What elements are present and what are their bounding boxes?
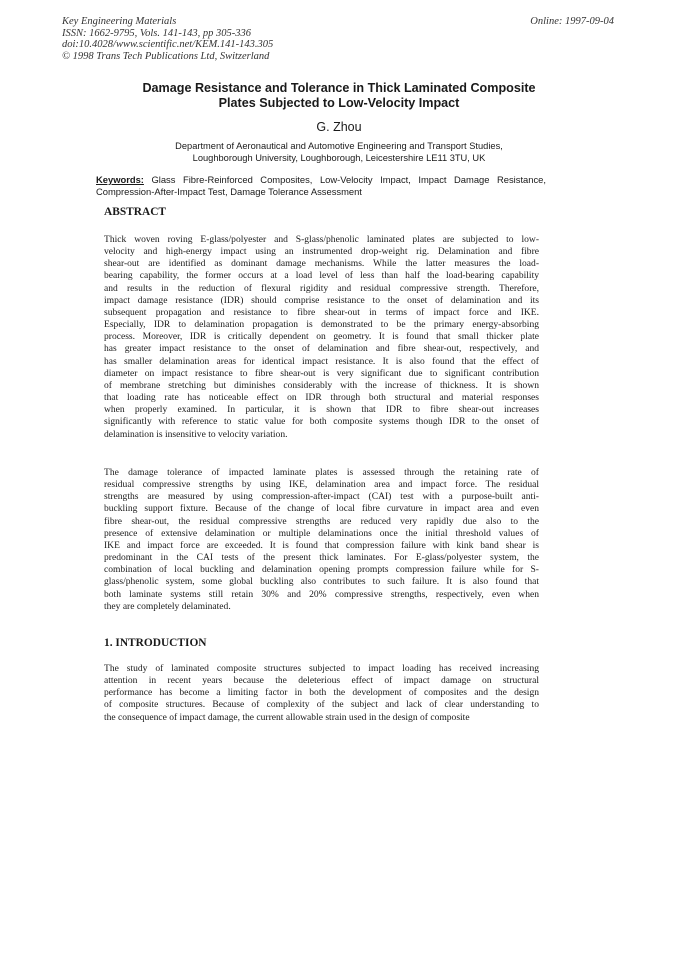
text-line: Thick woven roving E-glass/polyester and S-glass/phenolic laminated plates are subjected to low- bbox=[104, 234, 539, 245]
online-date: Online: 1997-09-04 bbox=[530, 16, 614, 27]
text-line: attention in recent years because the deleterious effect of impact damage on structural bbox=[104, 675, 539, 687]
text-line: combination of local buckling and delamination opening prompts compression failure while for S- bbox=[104, 564, 539, 576]
text-line: and results in the reduction of flexural rigidity and residual compressive strength. Therefore, bbox=[104, 282, 539, 294]
text-line: buckling support fixture. Because of the change of local fibre curvature in impact area and even bbox=[104, 503, 539, 515]
introduction-paragraph-1 bbox=[104, 663, 539, 724]
text-line: delamination is insensitive to velocity variation. bbox=[104, 428, 288, 440]
text-line: they are completely delaminated. bbox=[104, 600, 231, 612]
affiliation-line-2: Loughborough University, Loughborough, Leicestershire LE11 3TU, UK bbox=[192, 153, 486, 163]
text-line: when properly examined. In particular, it is shown that IDR to fibre shear-out increases bbox=[104, 404, 539, 416]
abstract-heading: ABSTRACT bbox=[104, 206, 167, 218]
author-affiliation bbox=[60, 140, 618, 164]
title-line-1: Damage Resistance and Tolerance in Thick Laminated Composite bbox=[142, 81, 536, 95]
abstract-paragraph-2 bbox=[104, 467, 539, 613]
text-line: residual compressive strengths by using IKE, delamination area and impact force. The residual bbox=[104, 479, 539, 491]
text-line: fibre shear-out, the residual compressive strengths are reduced very rapidly due also to the bbox=[104, 515, 539, 527]
keywords-text: Glass Fibre-Reinforced Composites, Low-Velocity Impact, Impact Damage Resistance, Compression-After-Impact Test, Damage Tolerance Assessment bbox=[96, 174, 546, 197]
text-line: the consequence of impact damage, the current allowable strain used in the design of composite bbox=[104, 711, 470, 723]
text-line: of composite structures. Because of complexity of the subject and lack of clear understanding to bbox=[104, 699, 539, 711]
text-line: performance has become a limiting factor in both the development of composites and the design bbox=[104, 687, 539, 699]
text-line: presence of extensive delamination or multiple delaminations once the initial threshold values of bbox=[104, 527, 539, 539]
text-line: strengths are measured by using compression-after-impact (CAI) test with a purpose-built anti- bbox=[104, 491, 539, 503]
text-line: diameter on impact resistance to fibre shear-out is very significant due to significant contribution bbox=[104, 367, 539, 379]
text-line: Especially, IDR to delamination propagation is demonstrated to be the primary energy-absorbing bbox=[104, 319, 539, 331]
text-line: IKE and impact force are exceeded. It is found that compression failure with kink band shear is bbox=[104, 539, 539, 551]
text-line: has greater impact resistance to the onset of delamination and fibre shear-out, respectively, and bbox=[104, 343, 539, 355]
text-line: that loading rate has noticeable effect on IDR through both structural and material responses bbox=[104, 392, 539, 404]
journal-header bbox=[62, 16, 273, 62]
doi-line: doi:10.4028/www.scientific.net/KEM.141-143.305 bbox=[62, 39, 274, 51]
paper-title bbox=[60, 81, 618, 111]
text-line: of membrane stretching but diminishes considerably with the increase of thickness. It is shown bbox=[104, 379, 539, 391]
text-line: predominant in the CAI tests of the present thick laminates. For E-glass/polyester system, the bbox=[104, 552, 539, 564]
text-line: velocity and high-energy impact using an instrumented drop-weight rig. Delamination and fibre bbox=[104, 246, 539, 258]
issn-line: ISSN: 1662-9795, Vols. 141-143, pp 305-336 bbox=[62, 27, 251, 39]
journal-name: Key Engineering Materials bbox=[62, 16, 177, 27]
affiliation-line-1: Department of Aeronautical and Automotive Engineering and Transport Studies, bbox=[175, 141, 503, 151]
title-line-2: Plates Subjected to Low-Velocity Impact bbox=[218, 96, 460, 110]
copyright-line: © 1998 Trans Tech Publications Ltd, Switzerland bbox=[62, 50, 270, 62]
text-line: bearing capability, the former occurs at a load level of less than half the load-bearing capability bbox=[104, 270, 539, 282]
text-line: significantly with reference to static value for both composite systems though IDR to the onset of bbox=[104, 416, 539, 428]
text-line: both laminate systems still retain 30% and 20% compressive strengths, respectively, even when bbox=[104, 588, 539, 600]
keywords-label: Keywords: bbox=[96, 174, 144, 185]
keywords-block bbox=[96, 174, 546, 197]
text-line: has smaller delamination areas for identical impact resistance. It is also found that the effect of bbox=[104, 355, 539, 367]
introduction-heading: 1. INTRODUCTION bbox=[104, 637, 207, 649]
author-name: G. Zhou bbox=[316, 120, 362, 134]
text-line: subsequent propagation and resistance to fibre shear-out in terms of impact force and IKE. bbox=[104, 306, 539, 318]
abstract-paragraph-1 bbox=[104, 234, 539, 441]
text-line: The damage tolerance of impacted laminate plates is assessed through the retaining rate of bbox=[104, 467, 539, 478]
text-line: The study of laminated composite structures subjected to impact loading has received increasing bbox=[104, 663, 539, 674]
text-line: shear-out are identified as dominant damage mechanisms. While the latter measures the load- bbox=[104, 258, 539, 270]
text-line: process. Moreover, IDR is critically dependent on geometry. It is found that small thicker plate bbox=[104, 331, 539, 343]
text-line: glass/phenolic system, some global buckling also contributes to such failure. It is also found that bbox=[104, 576, 539, 588]
text-line: impact damage resistance (IDR) should comprise resistance to the onset of delamination and its bbox=[104, 294, 539, 306]
